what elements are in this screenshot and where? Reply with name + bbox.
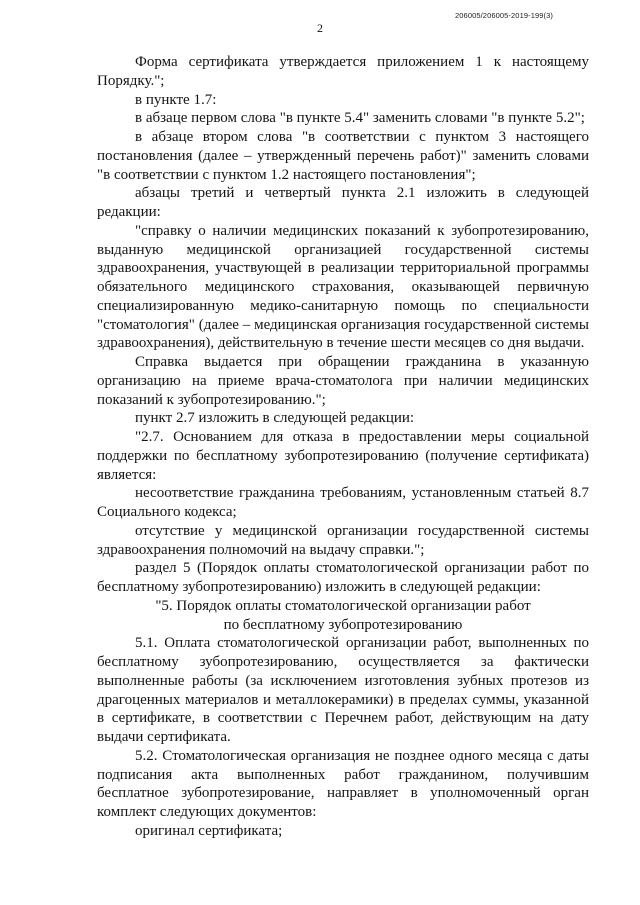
paragraph: 5.2. Стоматологическая организация не позднее одного месяца с даты подписания акта выполненных работ гражданином, получившим бесплатное зубопротезирование, направляет в уполномоченный орган комплект следующих документов: xyxy=(97,747,589,820)
paragraph: 5.1. Оплата стоматологической организации работ, выполненных по бесплатному зубопротезированию, осуществляется за фактически выполненные работы (за исключением изготовления зубных протезов из драгоценных материалов и металлокерамики) в пределах суммы, указанной в сертификате, в соответствии с Перечнем работ, действующим на дату выдачи сертификата. xyxy=(97,635,589,745)
paragraph: в абзаце втором слова "в соответствии с пунктом 3 настоящего постановления (далее – утвержденный перечень работ)" заменить словами "в соответствии с пунктом 1.2 настоящего постановления"; xyxy=(97,129,589,183)
paragraph: "справку о наличии медицинских показаний к зубопротезированию, выданную медицинской организацией государственной системы здравоохранения, участвующей в реализации территориальной программы обязательного медицинского страхования, оказывающей первичную специализированную медико-санитарную помощь по специальности "стоматология" (далее – медицинская организация государственной системы здравоохранения), действительную в течение шести месяцев со дня выдачи. xyxy=(97,222,589,352)
paragraph: отсутствие у медицинской организации государственной системы здравоохранения полномочий на выдачу справки."; xyxy=(97,522,589,558)
paragraph: несоответствие гражданина требованиям, установленным статьей 8.7 Социального кодекса; xyxy=(97,485,589,520)
document-code: 206005/206005-2019-199(3) xyxy=(455,11,553,20)
paragraph: Справка выдается при обращении гражданина в указанную организацию на приеме врача-стоматолога при наличии медицинских показаний к зубопротезированию."; xyxy=(97,354,589,408)
paragraph: абзацы третий и четвертый пункта 2.1 изложить в следующей редакции: xyxy=(97,185,589,220)
section-heading-line-1: "5. Порядок оплаты стоматологической организации работ xyxy=(155,597,531,614)
paragraph: "2.7. Основанием для отказа в предоставлении меры социальной поддержки по бесплатному зубопротезированию (получение сертификата) является: xyxy=(97,429,589,483)
paragraph: пункт 2.7 изложить в следующей редакции: xyxy=(135,410,415,427)
page-number: 2 xyxy=(317,21,323,35)
paragraph: в пункте 1.7: xyxy=(135,91,217,108)
paragraph: в абзаце первом слова "в пункте 5.4" заменить словами "в пункте 5.2"; xyxy=(135,110,585,127)
section-heading-line-2: по бесплатному зубопротезированию xyxy=(223,616,463,633)
paragraph: оригинал сертификата; xyxy=(135,822,283,839)
paragraph: раздел 5 (Порядок оплаты стоматологической организации работ по бесплатному зубопротезированию) изложить в следующей редакции: xyxy=(97,560,589,595)
document-body xyxy=(97,53,589,841)
paragraph: Форма сертификата утверждается приложением 1 к настоящему Порядку."; xyxy=(97,54,589,89)
